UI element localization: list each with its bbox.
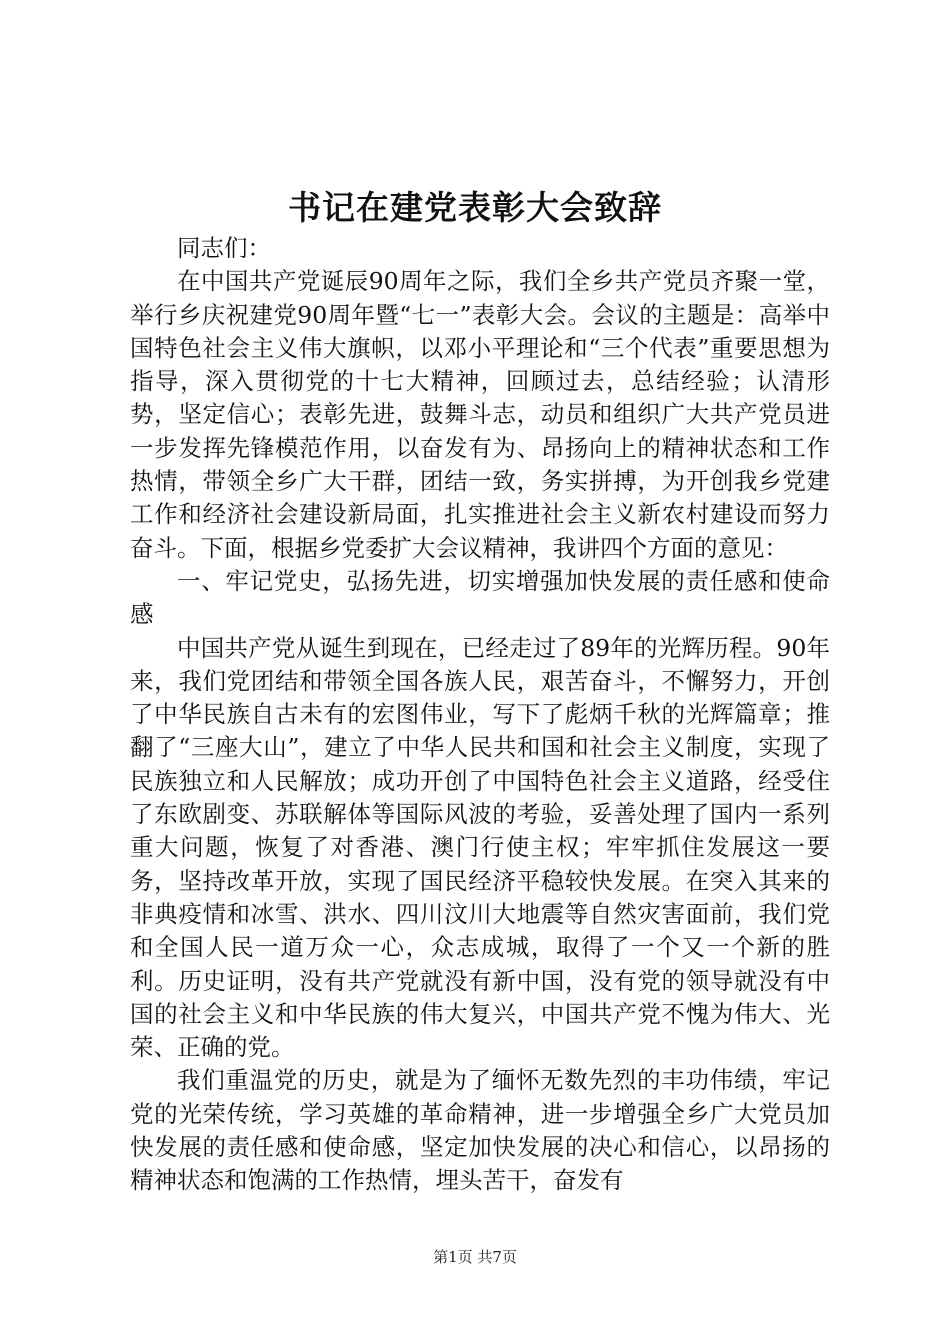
paragraph-review: 我们重温党的历史，就是为了缅怀无数先烈的丰功伟绩，牢记党的光荣传统，学习英雄的革命精神，进一步增强全乡广大党员加快发展的责任感和使命感，坚定加快发展的决心和信心，以昂扬的精神状态和饱满的工作热情，埋头苦干，奋发有 (130, 1066, 830, 1195)
document-body (130, 232, 830, 1198)
page-number-footer: 第1页 共7页 (433, 1248, 517, 1266)
document-title: 书记在建党表彰大会致辞 (288, 188, 662, 227)
paragraph-intro: 在中国共产党诞辰90周年之际，我们全乡共产党员齐聚一堂，举行乡庆祝建党90周年暨“七一”表彰大会。会议的主题是：高举中国特色社会主义伟大旗帜，以邓小平理论和“三个代表”重要思想为指导，深入贯彻党的十七大精神，回顾过去，总结经验；认清形势，坚定信心；表彰先进，鼓舞斗志，动员和组织广大共产党员进一步发挥先锋模范作用，以奋发有为、昂扬向上的精神状态和工作热情，带领全乡广大干群，团结一致，务实拼搏，为开创我乡党建工作和经济社会建设新局面，扎实推进社会主义新农村建设而努力奋斗。下面，根据乡党委扩大会议精神，我讲四个方面的意见： (130, 267, 830, 562)
paragraph-history: 中国共产党从诞生到现在，已经走过了89年的光辉历程。90年来，我们党团结和带领全国各族人民，艰苦奋斗，不懈努力，开创了中华民族自古未有的宏图伟业，写下了彪炳千秋的光辉篇章；推翻了“三座大山”，建立了中华人民共和国和社会主义制度，实现了民族独立和人民解放；成功开创了中国特色社会主义道路，经受住了东欧剧变、苏联解体等国际风波的考验，妥善处理了国内一系列重大问题，恢复了对香港、澳门行使主权；牢牢抓住发展这一要务，坚持改革开放，实现了国民经济平稳较快发展。在突入其来的非典疫情和冰雪、洪水、四川汶川大地震等自然灾害面前，我们党和全国人民一道万众一心，众志成城，取得了一个又一个新的胜利。历史证明，没有共产党就没有新中国，没有党的领导就没有中国的社会主义和中华民族的伟大复兴，中国共产党不愧为伟大、光荣、正确的党。 (130, 633, 830, 1062)
salutation: 同志们： (177, 234, 271, 262)
section-heading-1: 一、牢记党史，弘扬先进，切实增强加快发展的责任感和使命感 (130, 566, 830, 629)
